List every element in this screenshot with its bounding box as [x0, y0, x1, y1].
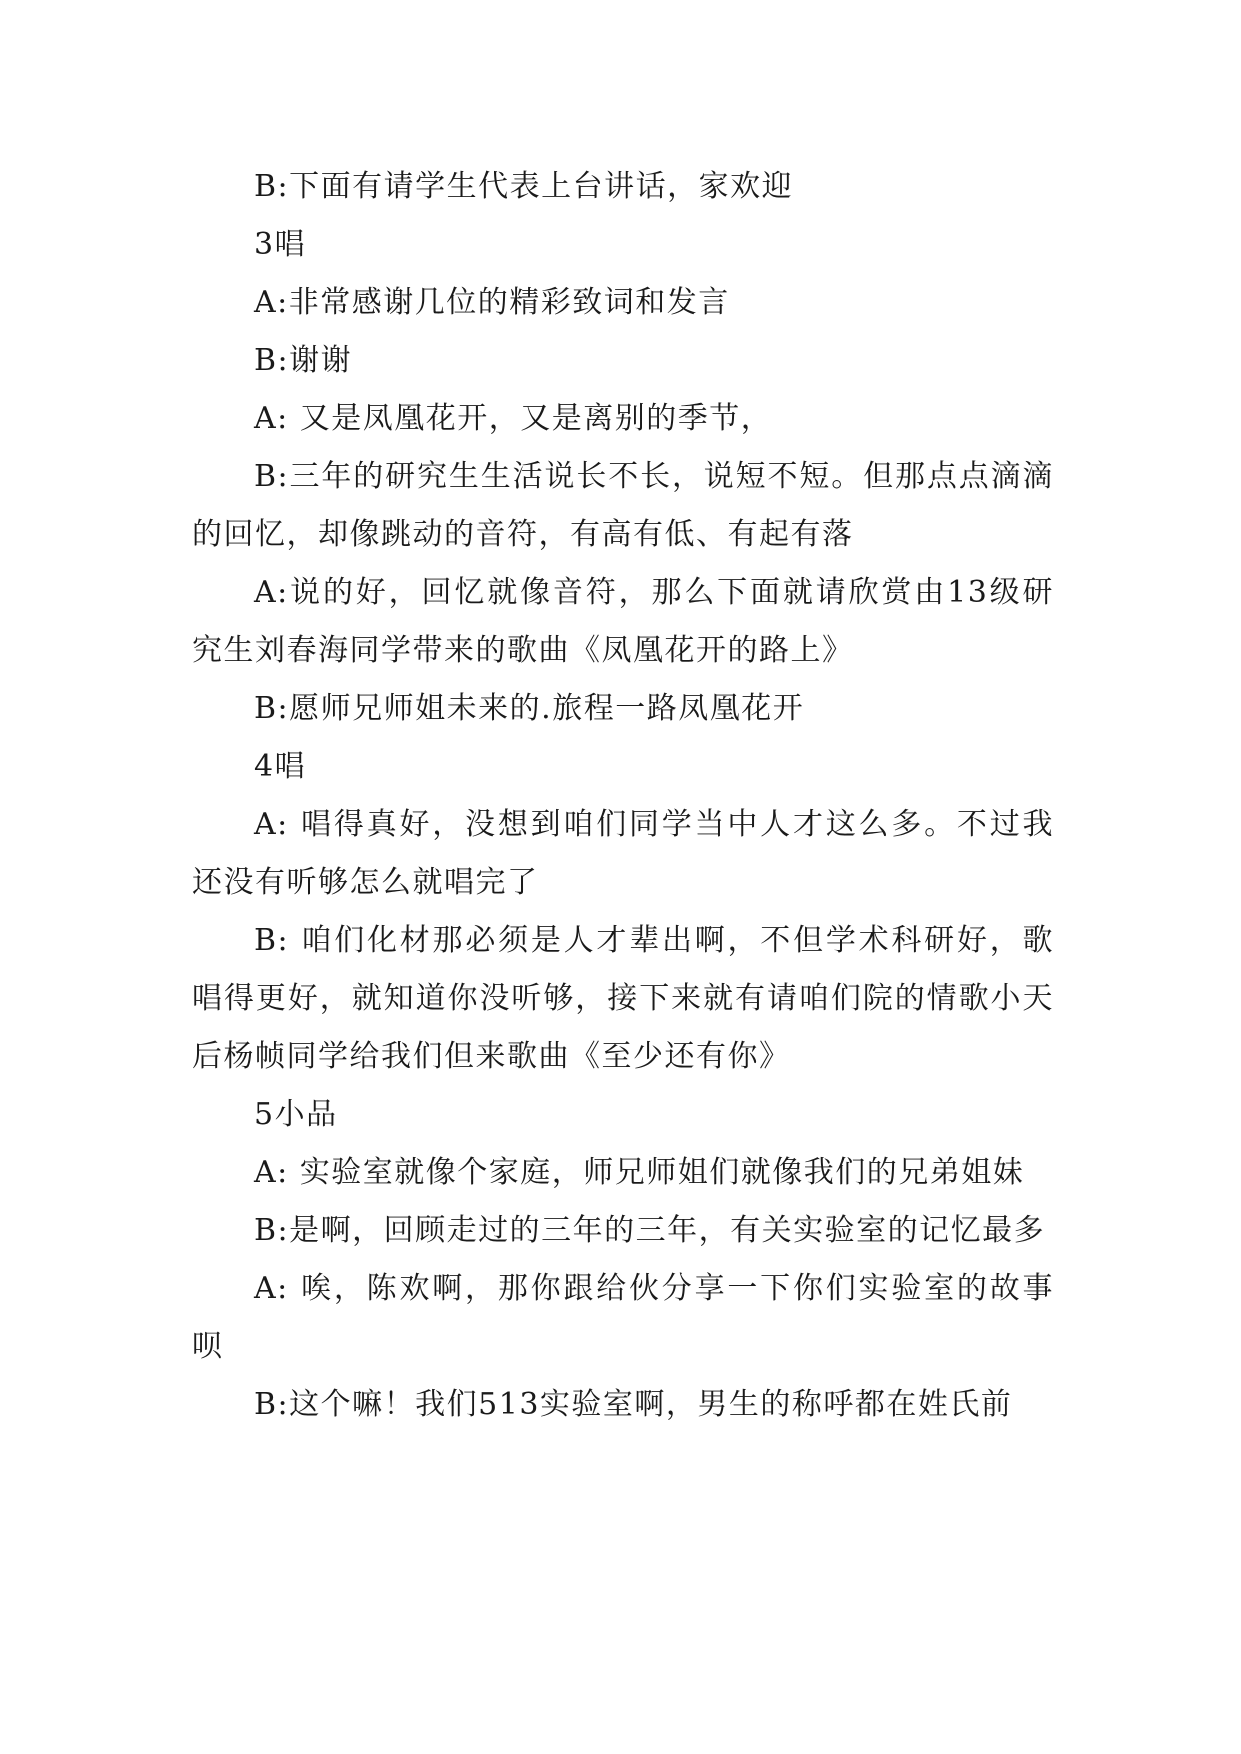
- paragraph: B:谢谢: [254, 343, 353, 378]
- paragraph: A: 又是凤凰花开，又是离别的季节，: [254, 401, 773, 436]
- paragraph: B:三年的研究生生活说长不长，说短不短。但那点点滴滴的回忆，却像跳动的音符，有高有低、有起有落: [192, 459, 1054, 552]
- section-heading: 5小品: [254, 1097, 338, 1132]
- paragraph: B: 咱们化材那必须是人才辈出啊，不但学术科研好，歌唱得更好，就知道你没听够，接下来就有请咱们院的情歌小天后杨帧同学给我们但来歌曲《至少还有你》: [192, 923, 1054, 1074]
- paragraph: B:是啊，回顾走过的三年的三年，有关实验室的记忆最多: [254, 1213, 1046, 1248]
- section-heading: 3唱: [254, 227, 307, 262]
- paragraph: A: 唱得真好，没想到咱们同学当中人才这么多。不过我还没有听够怎么就唱完了: [192, 807, 1054, 900]
- paragraph: A:非常感谢几位的精彩致词和发言: [254, 285, 730, 320]
- section-heading: 4唱: [254, 749, 307, 784]
- paragraph: B:愿师兄师姐未来的.旅程一路凤凰花开: [254, 691, 805, 726]
- paragraph: A:说的好，回忆就像音符，那么下面就请欣赏由13级研究生刘春海同学带来的歌曲《凤凰花开的路上》: [192, 575, 1054, 668]
- paragraph: B:下面有请学生代表上台讲话，家欢迎: [254, 169, 794, 204]
- paragraph: B:这个嘛！我们513实验室啊，男生的称呼都在姓氏前: [254, 1387, 1013, 1422]
- paragraph: A: 唉，陈欢啊，那你跟给伙分享一下你们实验室的故事呗: [192, 1271, 1054, 1364]
- paragraph: A: 实验室就像个家庭，师兄师姐们就像我们的兄弟姐妹: [254, 1155, 1025, 1190]
- document-body: [192, 158, 1054, 1434]
